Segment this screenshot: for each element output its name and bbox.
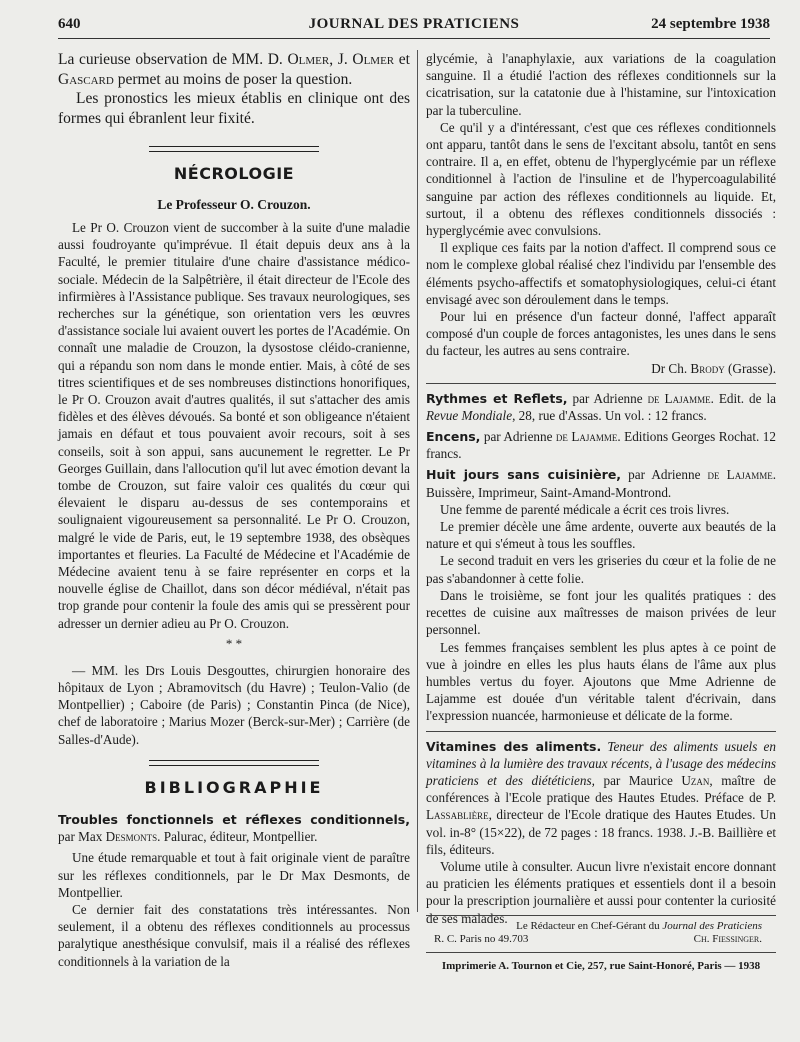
double-rule (149, 760, 319, 766)
double-rule (149, 146, 319, 152)
review-paragraph-2: Ce qu'il y a d'intéressant, c'est que ces réflexes conditionnels ont apparu, tantôt dans le sens de l'excitant absolu, tantôt en sens contraire. Il a, en effet, obtenu de l'hyperglycémie par un réflexe conditionnel à l'action de l'insuline et de l'hypercoagulabilité sanguine par action des réflexes conditionnels au liquide. Et, surtout, il a obtenu des réflexes conditionnels dissociés : hyperglycémie avec convulsions. (426, 119, 776, 239)
publisher-box (426, 915, 776, 953)
redacteur-line: Le Rédacteur en Chef-Gérant du Journal des Praticiens (516, 920, 762, 932)
asterism: * * (225, 635, 243, 651)
printer-imprint: Imprimerie A. Tournon et Cie, 257, rue Saint-Honoré, Paris — 1938 (441, 960, 761, 972)
review-paragraph-1: glycémie, à l'anaphylaxie, aux variations de la coagulation sanguine. Il a étudié l'action des réflexes conditionnels sur la cicatrisation, sur la catatonie due à l'histamine, sur l'intoxication par la tuberculine. (426, 51, 776, 118)
footer-rule (426, 915, 776, 916)
registry-number: R. C. Paris no 49.703 (434, 933, 529, 945)
book-review-paragraph-2: Le premier décèle une âme ardente, ouverte aux beautés de la nature et qui s'émeut à tous les souffles. (426, 519, 776, 552)
necrologie-news: — MM. les Drs Louis Desgouttes, chirurgien honoraire des hôpitaux de Lyon ; Abramovitsch (du Havre) ; Teulon-Valio (de Montpellier) ; Caboire (de Paris) ; Constantin Pinca (de Nice), chef de laboratoire ; Marius Mozer (Berck-sur-Mer) ; Carrière (de Salles-d'Aude). (58, 662, 410, 747)
header-rule (58, 38, 770, 39)
review-paragraph-4: Pour lui en présence d'un facteur donné, l'affect apparaît composé d'un couple de forces antagonistes, les unes dans le sens du facteur, les autres au sens contraire. (426, 309, 776, 359)
issue-date: 24 septembre 1938 (651, 16, 770, 32)
biblio-entry-title: Troubles fonctionnels et réflexes conditionnels, par Max Desmonts. Palurac, éditeur, Montpellier. (58, 811, 410, 845)
page-number: 640 (58, 16, 81, 32)
book-entry-vitamines: Vitamines des aliments. Teneur des aliments usuels en vitamines à la lumière des travaux récents, à l'usage des médecins praticiens et des diététiciens, par Maurice Uzan, maître de conférences à l'Ecole pratique des Hautes Etudes. Préface de P. Lassablière, directeur de l'Ecole dratique des Hautes Etudes. Un vol. in-8° (15×22), de 72 pages : 18 francs. 1938. J.-B. Baillière et fils, éditeurs. (426, 738, 776, 857)
journal-title: JOURNAL DES PRATICIENS (308, 16, 520, 32)
book-review-paragraph-4: Dans le troisième, se font jour les qualités pratiques : des recettes de cuisine aux maîtresses de maison privées de leur personnel. (426, 587, 776, 638)
book-review-paragraph-5: Les femmes françaises semblent les plus aptes à ce point de vue à joindre en elles les plus hauts élans de l'âme aux plus humbles vertus du foyer. Ajoutons que Mme Adrienne de Lajamme est douée d'un véritable talent d'écrivain, dans l'expression nuancée, harmonieuse et délicate de la forme. (426, 639, 776, 724)
running-header (58, 16, 770, 36)
book-review-paragraph-1: Une femme de parenté médicale a écrit ces trois livres. (440, 501, 730, 517)
book-review-paragraph-3: Le second traduit en vers les griseries du cœur et la folie de ne pas s'abandonner à cette folie. (426, 553, 776, 586)
necrologie-heading: NÉCROLOGIE (173, 164, 295, 183)
book-entry-huit-jours: Huit jours sans cuisinière, par Adrienne de Lajamme. Buissère, Imprimeur, Saint-Amand-Montrond. (426, 467, 777, 500)
left-column (58, 50, 410, 970)
separator-rule (426, 731, 776, 732)
review-signature: Dr Ch. Brody (Grasse). (651, 360, 776, 376)
necrologie-subheading: Le Professeur O. Crouzon. (157, 197, 311, 212)
biblio-paragraph-2: Ce dernier fait des constatations très intéressantes. Non seulement, il a obtenu des réflexes conditionnels au processus paralytique anesthésique convulsif, mais il a réalisé des réflexes conditionnels à la variation de la (58, 901, 410, 969)
book-entry-rythmes: Rythmes et Reflets, par Adrienne de Lajamme. Edit. de la Revue Mondiale, 28, rue d'Assas. Un vol. : 12 francs. (426, 390, 776, 423)
review-paragraph-3: Il explique ces faits par la notion d'affect. Il comprend sous ce nom le complexe global réalisé chez l'individu par l'ensemble des éléments psycho-affectifs et somatophysiologiques, celui-ci étant envisagé avec son déroulement dans le temps. (426, 240, 776, 307)
column-divider (417, 50, 418, 912)
separator-rule (426, 383, 776, 384)
intro-paragraph-1: La curieuse observation de MM. D. Olmer, J. Olmer et Gascard permet au moins de poser la question. (58, 51, 410, 88)
right-column (426, 50, 776, 927)
book-entry-encens: Encens, par Adrienne de Lajamme. Editions Georges Rochat. 12 francs. (426, 429, 776, 462)
necrologie-paragraph: Le Pr O. Crouzon vient de succomber à la suite d'une maladie aussi foudroyante qu'imprévue. Il était depuis deux ans à la Faculté, le premier titulaire d'une chaire d'assistance médico-sociale. Médecin de la Salpêtrière, il était directeur de l'Ecole des infirmières à l'Assistance publique. Ses travaux neurologiques, ses recherches sur la génétique, son orientation vers les œuvres d'assistance sociale lui avaient ouvert les portes de l'Académie. On connaît une maladie de Crouzon, la dysostose cléido-cranienne, qui a répandu son nom dans le monde entier. Mais, à côté de ses titres scientifiques et de ses nombreuses distinctions honorifiques, le Pr O. Crouzon avait d'autres qualités, il sut s'attacher des amis fidèles et des élèves dévoués. Sa bonté et son obligeance n'étaient jamais en défaut et tous pouvaient avoir recours, soit à ses conseils, soit à son appui, sans aucunement le regretter. Le Pr Georges Guillain, dans l'allocution qu'il lut avec émotion devant la tombe de Crouzon, sut faire valoir ces qualités du cœur qui élevaient le disparu au-dessus de ses contemporains et soulignaient vigoureusement sa personnalité. Le Pr O. Crouzon, malgré le vide de Paris, eut, le 19 septembre 1938, des obsèques importantes et fleuries. La Faculté de Médecine et l'Académie de Médecine avaient tenu à se faire représenter en corps et la nouvelle église de Chaillot, dans son décor médiéval, n'était pas trop grande pour contenir la foule des amis qui se pressèrent pour adresser un dernier adieu au Pr O. Crouzon. (58, 220, 410, 631)
gerant-name: Ch. Fiessinger. (693, 933, 762, 945)
footer-rule (426, 952, 776, 953)
biblio-paragraph-1: Une étude remarquable et tout à fait originale vient de paraître sur les réflexes conditionnels, par le Dr Max Desmonts, de Montpellier. (58, 850, 410, 900)
bibliographie-heading: BIBLIOGRAPHIE (144, 777, 324, 797)
intro-paragraph-2: Les pronostics les mieux établis en clinique ont des formes qui ébranlent leur fixité. (58, 90, 410, 127)
vitamines-review-paragraph: Volume utile à consulter. Aucun livre n'existait encore donnant au praticien les éléments pratiques et essentiels dont il a besoin pour la prescription journalière et aussi pour contenter la curiosité de ses malades. (426, 858, 776, 926)
